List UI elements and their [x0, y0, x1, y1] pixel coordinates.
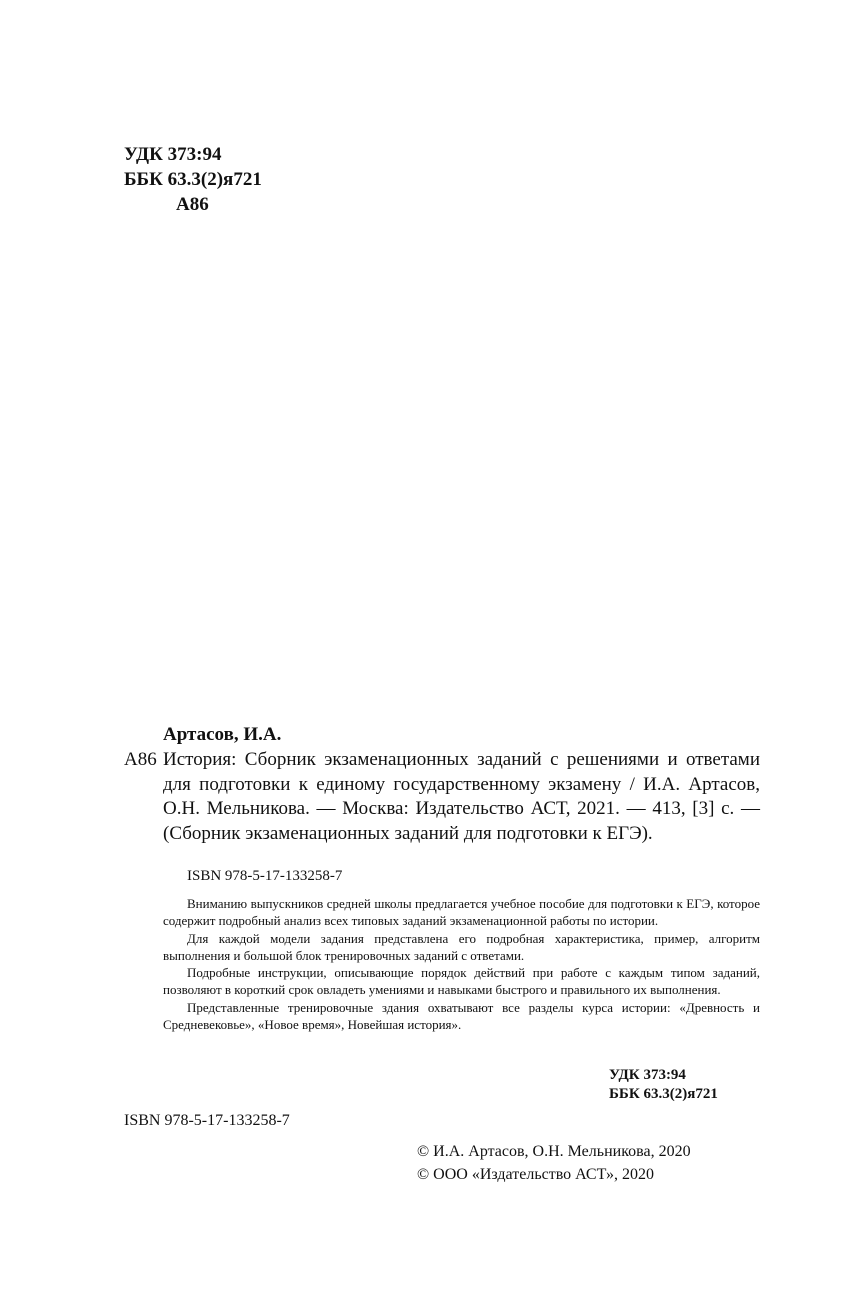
- copyright-block: [417, 1140, 691, 1186]
- annotation-paragraph: Вниманию выпускников средней школы предлагается учебное пособие для подготовки к ЕГЭ, которое содержит подробный анализ всех типовых заданий экзаменационной работы по истории.: [163, 896, 760, 929]
- footer-udk: УДК 373:94: [609, 1067, 686, 1083]
- bbk-code: ББК 63.3(2)я721: [124, 169, 262, 190]
- author-mark: А86: [176, 194, 209, 215]
- copyright-authors: © И.А. Артасов, О.Н. Мельникова, 2020: [417, 1143, 691, 1160]
- footer-classification: [609, 1066, 718, 1104]
- footer-bbk: ББК 63.3(2)я721: [609, 1086, 718, 1102]
- annotation-paragraph: Для каждой модели задания представлена его подробная характеристика, пример, алгоритм выполнения и большой блок тренировочных заданий с ответами.: [163, 930, 760, 963]
- annotation-paragraph: Подробные инструкции, описывающие порядок действий при работе с каждым типом заданий, позволяют в короткий срок овладеть умениями и навыками быстрого и правильного их выполнения.: [163, 965, 760, 998]
- annotation-paragraph: Представленные тренировочные здания охватывают все разделы курса истории: «Древность и Средневековье», «Новое время», Новейшая история».: [163, 999, 760, 1033]
- footer-isbn: ISBN 978-5-17-133258-7: [124, 1112, 290, 1129]
- udk-code: УДК 373:94: [124, 144, 222, 165]
- record-author: Артасов, И.А.: [163, 724, 282, 745]
- annotation: [163, 895, 760, 1033]
- bibliographic-description: История: Сборник экзаменационных заданий с решениями и ответами для подготовки к единому государственному экзамену / И.А. Артасов, О.Н. Мельникова. — Москва: Издательство АСТ, 2021. — 413, [3] с. — (Сборник экзаменационных заданий для подготовки к ЕГЭ).: [163, 749, 760, 844]
- copyright-publisher: © ООО «Издательство АСТ», 2020: [417, 1166, 654, 1183]
- record-author-mark: А86: [124, 749, 157, 770]
- record-isbn: ISBN 978-5-17-133258-7: [187, 868, 343, 884]
